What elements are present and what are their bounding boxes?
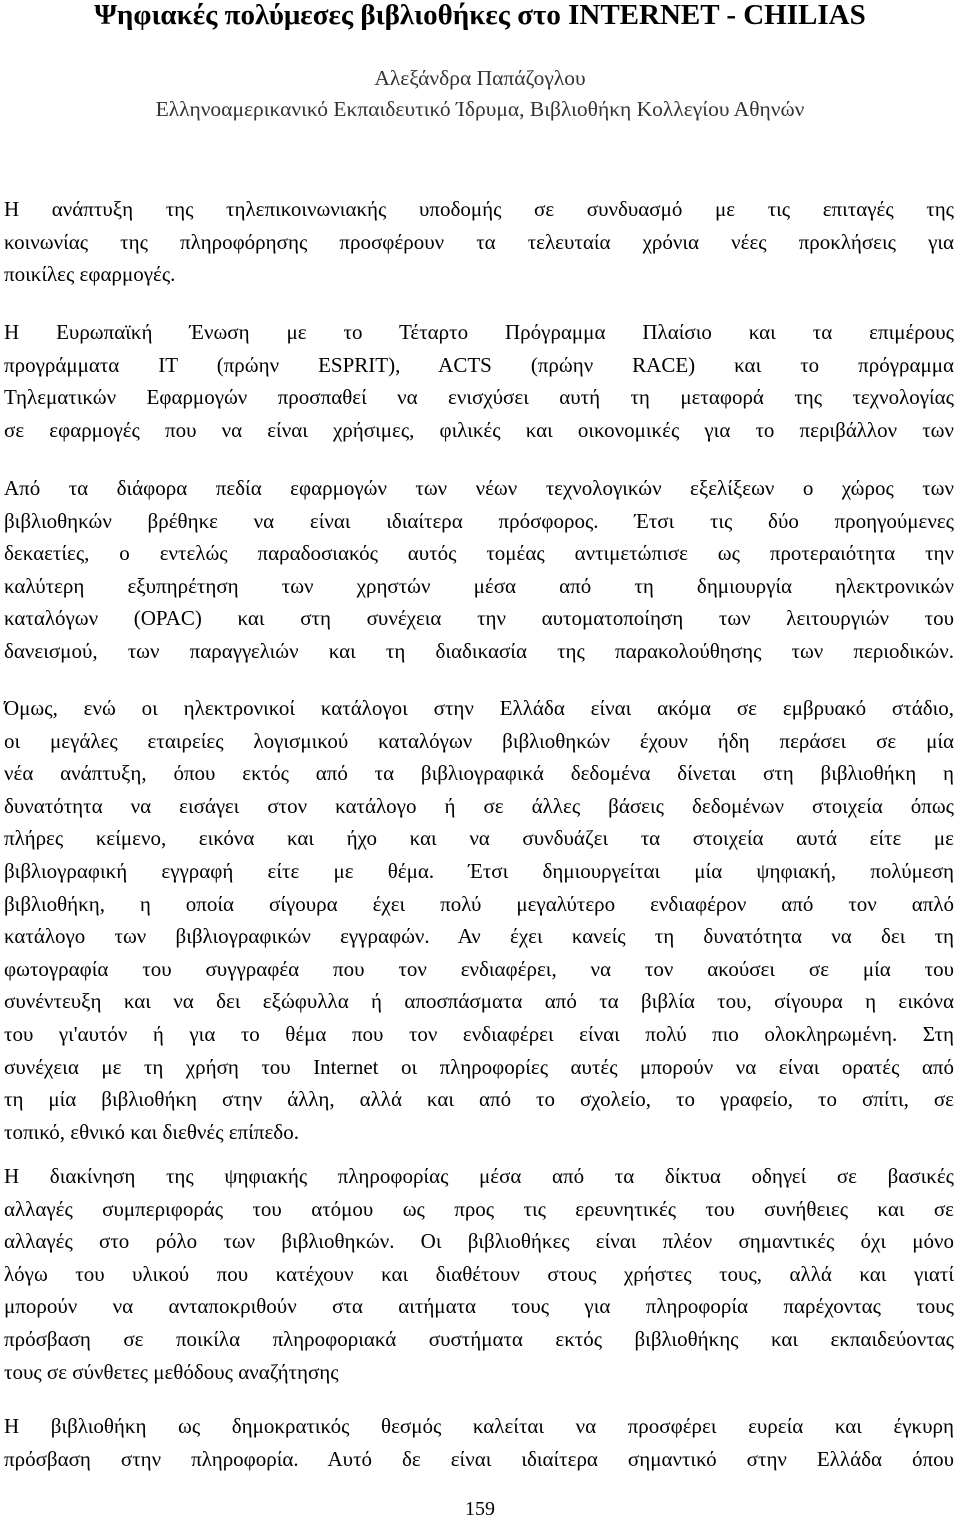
text-line: βιβλιοθήκη, η οποία σίγουρα έχει πολύ μεγαλύτερο ενδιαφέρον από τον απλό [4, 891, 954, 916]
document-title: Ψηφιακές πολύμεσες βιβλιοθήκες στο INTERNET - CHILIAS [94, 0, 866, 31]
text-line: δυνατότητα να εισάγει στον κατάλογο ή σε άλλες βάσεις δεδομένων στοιχεία όπως [4, 793, 954, 818]
text-line: σε εφαρμογές που να είναι χρήσιμες, φιλικές και οικονομικές για το περιβάλλον των [4, 417, 954, 442]
text-line: αλλαγές συμπεριφοράς του ατόμου ως προς τις ερευνητικές του συνήθειες και σε [4, 1196, 954, 1221]
paragraph-2 [4, 316, 954, 446]
text-line: προγράμματα IT (πρώην ESPRIT), ACTS (πρώην RACE) και το πρόγραμμα [4, 352, 954, 377]
text-line: πρόσβαση σε ποικίλα πληροφοριακά συστήματα εκτός βιβλιοθήκης και εκπαιδεύοντας [4, 1326, 954, 1351]
text-line: τους σε σύνθετες μεθόδους αναζήτησης [4, 1359, 339, 1384]
author-affiliation: Ελληνοαμερικανικό Εκπαιδευτικό Ίδρυμα, Βιβλιοθήκη Κολλεγίου Αθηνών [155, 97, 805, 121]
paragraph-1 [4, 193, 954, 291]
text-line: Από τα διάφορα πεδία εφαρμογών των νέων τεχνολογικών εξελίξεων ο χώρος των [4, 476, 954, 500]
text-line: νέα ανάπτυξη, όπου εκτός από τα βιβλιογραφικά δεδομένα δίνεται στη βιβλιοθήκη η [4, 761, 954, 786]
text-line: πρόσβαση στην πληροφορία. Αυτό δε είναι ιδιαίτερα σημαντικό στην Ελλάδα όπου [4, 1446, 954, 1471]
text-line: δεκαετίες, ο εντελώς παραδοσιακός αυτός τομέας αντιμετώπισε ως προτεραιότητα την [4, 541, 954, 566]
text-line: τη μία βιβλιοθήκη στην άλλη, αλλά και από το σχολείο, το γραφείο, το σπίτι, σε [4, 1087, 954, 1112]
text-line: κατάλογο των βιβλιογραφικών εγγραφών. Αν έχει κανείς τη δυνατότητα να δει τη [4, 924, 954, 949]
text-line: βιβλιογραφική εγγραφή είτε με θέμα. Έτσι δημιουργείται μία ψηφιακή, πολύμεση [4, 858, 954, 883]
text-line: του γι'αυτόν ή για το θέμα που τον ενδιαφέρει είναι πολύ πιο ολοκληρωμένη. Στη [4, 1021, 954, 1046]
page-number: 159 [465, 1498, 495, 1520]
text-line: ποικίλες εφαρμογές. [4, 262, 176, 287]
text-line: οι μεγάλες εταιρείες λογισμικού καταλόγων βιβλιοθηκών έχουν ήδη περάσει σε μία [4, 728, 954, 753]
text-line: καλύτερη εξυπηρέτηση των χρηστών μέσα από τη δημιουργία ηλεκτρονικών [4, 573, 954, 598]
text-line: Η ανάπτυξη της τηλεπικοινωνιακής υποδομής σε συνδυασμό με τις επιταγές της [4, 197, 954, 221]
text-line: συνέχεια με τη χρήση του Internet οι πληροφορίες αυτές μπορούν να είναι ορατές από [4, 1054, 954, 1079]
paragraph-3 [4, 472, 954, 668]
text-line: Όμως, ενώ οι ηλεκτρονικοί κατάλογοι στην Ελλάδα είναι ακόμα σε εμβρυακό στάδιο, [4, 696, 954, 720]
text-line: κοινωνίας της πληροφόρησης προσφέρουν τα τελευταία χρόνια νέες προκλήσεις για [4, 229, 954, 254]
author-name: Αλεξάνδρα Παπάζογλου [374, 66, 586, 90]
text-line: συνέντευξη και να δει εξώφυλλα ή αποσπάσματα από τα βιβλία του, σίγουρα η εικόνα [4, 989, 954, 1014]
text-line: τοπικό, εθνικό και διεθνές επίπεδο. [4, 1119, 299, 1144]
paragraph-5 [4, 1160, 954, 1388]
paragraph-6 [4, 1410, 954, 1475]
text-line: βιβλιοθηκών βρέθηκε να είναι ιδιαίτερα πρόσφορος. Έτσι τις δύο προηγούμενες [4, 508, 954, 533]
text-line: Η Ευρωπαϊκή Ένωση με το Τέταρτο Πρόγραμμα Πλαίσιο και τα επιμέρους [4, 320, 954, 344]
paragraph-4 [4, 692, 954, 1148]
text-line: δανεισμού, των παραγγελιών και τη διαδικασία της παρακολούθησης των περιοδικών. [4, 638, 954, 663]
text-line: αλλαγές στο ρόλο των βιβλιοθηκών. Οι βιβλιοθήκες είναι πλέον σημαντικές όχι μόνο [4, 1229, 954, 1254]
text-line: μπορούν να ανταποκριθούν στα αιτήματα τους για πληροφορία παρέχοντας τους [4, 1294, 954, 1319]
text-line: Τηλεματικών Εφαρμογών προσπαθεί να ενισχύσει αυτή τη μεταφορά της τεχνολογίας [4, 385, 954, 410]
text-line: φωτογραφία του συγγραφέα που τον ενδιαφέρει, να τον ακούσει σε μία του [4, 956, 954, 981]
text-line: Η διακίνηση της ψηφιακής πληροφορίας μέσα από τα δίκτυα οδηγεί σε βασικές [4, 1164, 954, 1188]
text-line: πλήρες κείμενο, εικόνα και ήχο και να συνδυάζει τα στοιχεία αυτά είτε με [4, 826, 954, 851]
text-line: Η βιβλιοθήκη ως δημοκρατικός θεσμός καλείται να προσφέρει ευρεία και έγκυρη [4, 1414, 954, 1438]
text-line: καταλόγων (OPAC) και στη συνέχεια την αυτοματοποίηση των λειτουργιών του [4, 606, 954, 631]
text-line: λόγω του υλικού που κατέχουν και διαθέτουν στους χρήστες τους, αλλά και γιατί [4, 1261, 954, 1286]
